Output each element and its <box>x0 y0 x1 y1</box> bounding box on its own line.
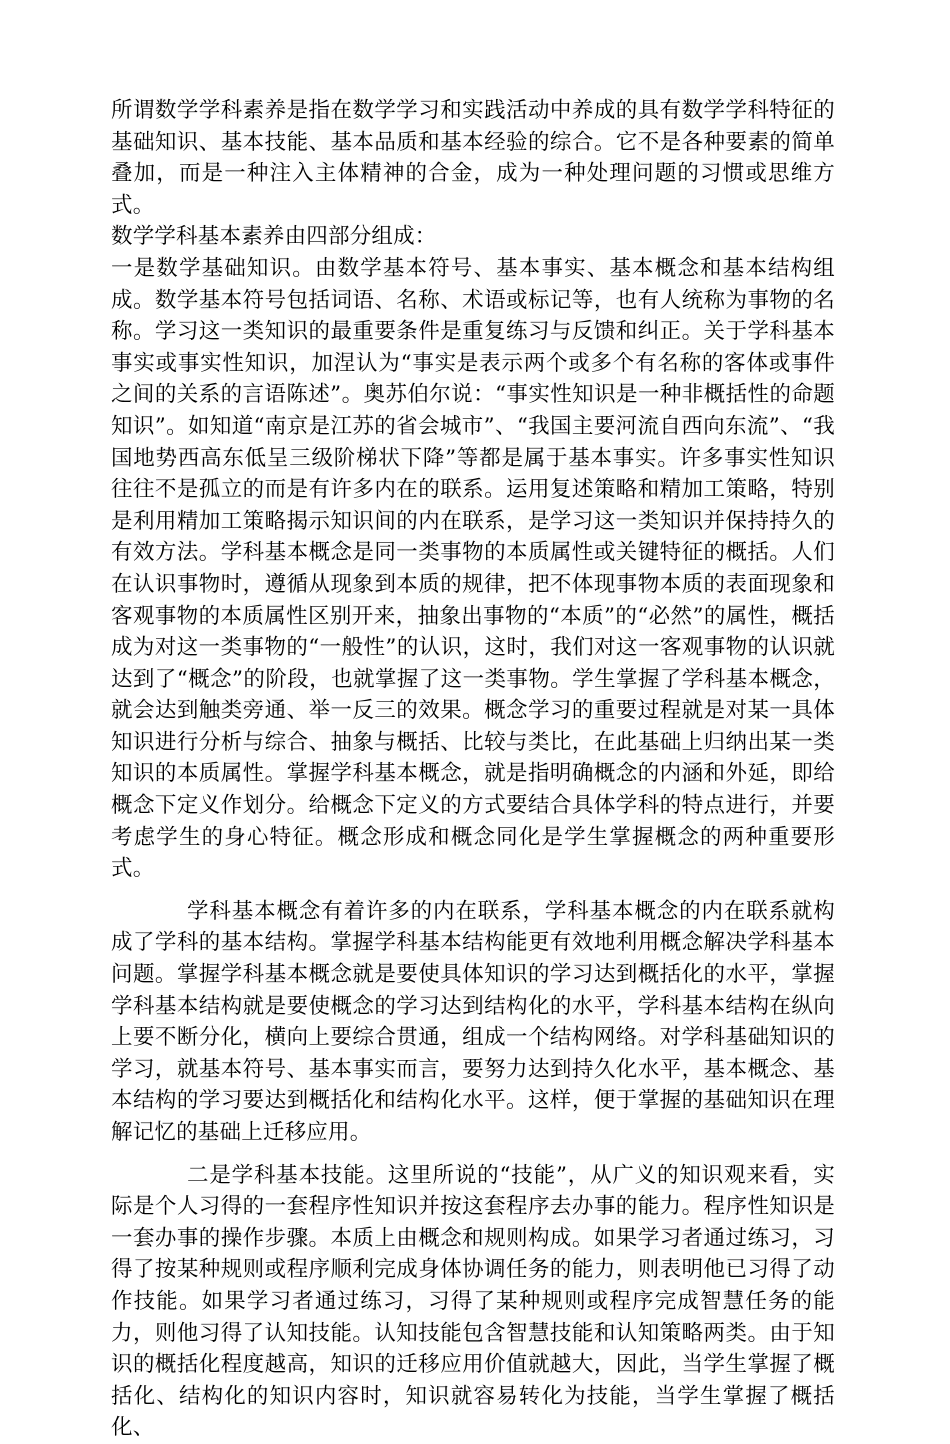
basic-structure-paragraph: 学科基本概念有着许多的内在联系，学科基本概念的内在联系就构成了学科的基本结构。掌握学科基本结构能更有效地利用概念解决学科基本问题。掌握学科基本概念就是要使具体知识的学习达到概括化的水平，掌握学科基本结构就是要使概念的学习达到结构化的水平，学科基本结构在纵向上要不断分化，横向上要综合贯通，组成一个结构网络。对学科基础知识的学习，就基本符号、基本事实而言，要努力达到持久化水平，基本概念、基本结构的学习要达到概括化和结构化水平。这样，便于掌握的基础知识在理解记忆的基础上迁移应用。 <box>111 898 835 1145</box>
basic-skills-paragraph: 二是学科基本技能。这里所说的“技能”，从广义的知识观来看，实际是个人习得的一套程序性知识并按这套程序去办事的能力。程序性知识是一套办事的操作步骤。本质上由概念和规则构成。如果学习者通过练习，习得了按某种规则或程序顺利完成身体协调任务的能力，则表明他已习得了动作技能。如果学习者通过练习，习得了某种规则或程序完成智慧任务的能力，则他习得了认知技能。认知技能包含智慧技能和认知策略两类。由于知识的概括化程度越高，知识的迁移应用价值就越大，因此，当学生掌握了概括化、结构化的知识内容时，知识就容易转化为技能，当学生掌握了概括化、 <box>111 1162 835 1441</box>
intro-paragraph: 所谓数学学科素养是指在数学学习和实践活动中养成的具有数学学科特征的基础知识、基本技能、基本品质和基本经验的综合。它不是各种要素的简单叠加，而是一种注入主体精神的合金，成为一种处理问题的习惯或思维方式。 <box>111 98 835 218</box>
basic-knowledge-paragraph: 一是数学基础知识。由数学基本符号、基本事实、基本概念和基本结构组成。数学基本符号包括词语、名称、术语或标记等，也有人统称为事物的名称。学习这一类知识的最重要条件是重复练习与反馈和纠正。关于学科基本事实或事实性知识，加涅认为“事实是表示两个或多个有名称的客体或事件之间的关系的言语陈述”。奥苏伯尔说：“事实性知识是一种非概括性的命题知识”。如知道“南京是江苏的省会城市”、“我国主要河流自西向东流”、“我国地势西高东低呈三级阶梯状下降”等都是属于基本事实。许多事实性知识往往不是孤立的而是有许多内在的联系。运用复述策略和精加工策略，特别是利用精加工策略揭示知识间的内在联系，是学习这一类知识并保持持久的有效方法。学科基本概念是同一类事物的本质属性或关键特征的概括。人们在认识事物时，遵循从现象到本质的规律，把不体现事物本质的表面现象和客观事物的本质属性区别开来，抽象出事物的“本质”的“必然”的属性，概括成为对这一类事物的“一般性”的认识，这时，我们对这一客观事物的认识就达到了“概念”的阶段，也就掌握了这一类事物。学生掌握了学科基本概念，就会达到触类旁通、举一反三的效果。概念学习的重要过程就是对某一具体知识进行分析与综合、抽象与概括、比较与类比，在此基础上归纳出某一类知识的本质属性。掌握学科基本概念，就是指明确概念的内涵和外延，即给概念下定义作划分。给概念下定义的方式要结合具体学科的特点进行，并要考虑学生的身心特征。概念形成和概念同化是学生掌握概念的两种重要形式。 <box>111 255 835 882</box>
document-body <box>111 95 835 1444</box>
components-heading: 数学学科基本素养由四部分组成： <box>111 224 437 250</box>
